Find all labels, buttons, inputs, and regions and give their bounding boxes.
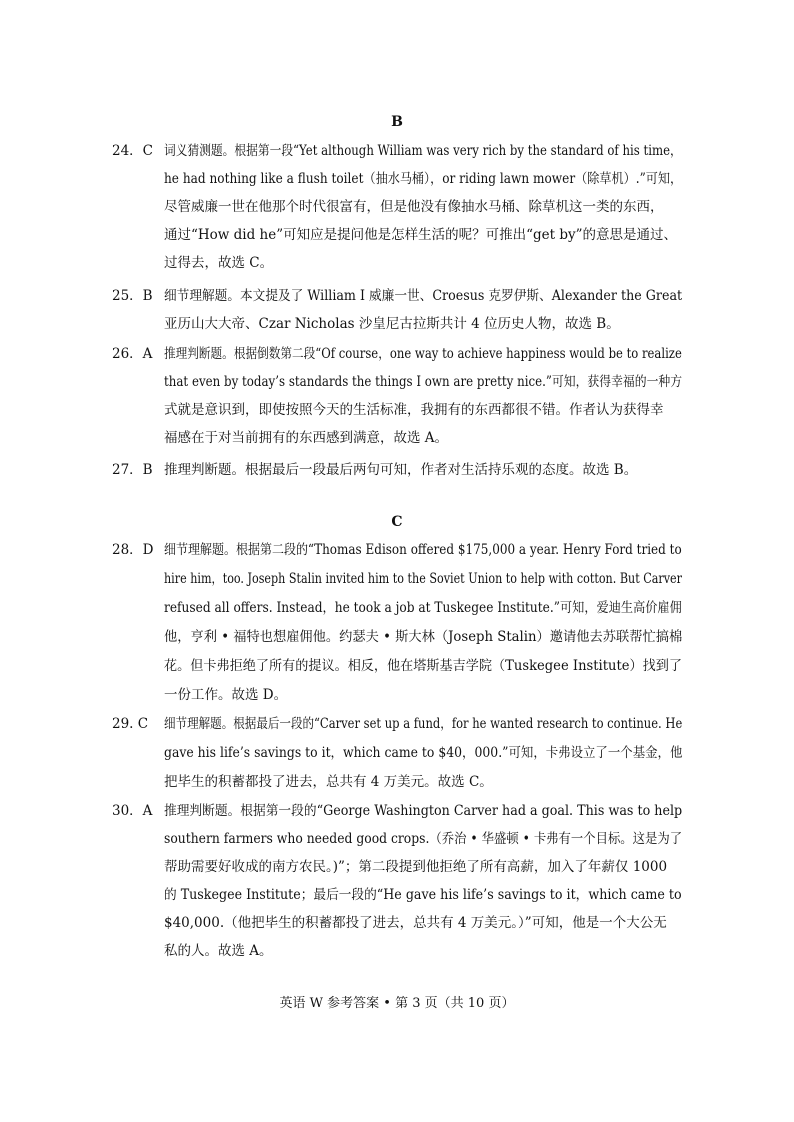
explanation-line: 推理判断题。根据最后一段最后两句可知，作者对生活持乐观的态度。故选 B。 <box>164 462 638 478</box>
explanation-line: 帮助需要好收成的南方农民。)”；第二段提到他拒绝了所有高薪，加入了年薪仅 1000 <box>164 859 668 875</box>
explanation-line: hire him，too. Joseph Stalin invited him to the Soviet Union to help with cotton. But Carver <box>164 571 682 587</box>
explanation-line: 通过“How did he”可知应是提问他是怎样生活的呢？可推出“get by”的意思是通过、 <box>164 227 678 243</box>
explanation-line: 过得去，故选 C。 <box>164 255 274 271</box>
explanation-line: 他，亨利 • 福特也想雇佣他。约瑟夫 • 斯大林（Joseph Stalin）邀请他去苏联帮忙搞棉 <box>164 629 683 645</box>
answer-number: 30．A <box>112 803 153 819</box>
explanation-line: $40,000.（他把毕生的积蓄都投了进去，总共有 4 万美元。）”可知，他是一个大公无 <box>164 915 667 931</box>
explanation-line: 词义猜测题。根据第一段“Yet although William was very rich by the standard of his time， <box>164 143 682 159</box>
explanation-line: 把毕生的积蓄都投了进去，总共有 4 万美元。故选 C。 <box>164 774 493 790</box>
explanation-line: 式就是意识到，即使按照今天的生活标准，我拥有的东西都很不错。作者认为获得幸 <box>164 402 664 418</box>
answer-number: 28．D <box>112 542 154 558</box>
explanation-line: 一份工作。故选 D。 <box>164 687 288 703</box>
explanation-line: 福感在于对当前拥有的东西感到满意，故选 A。 <box>164 430 449 446</box>
explanation-line: 推理判断题。根据第一段的“George Washington Carver had a goal. This was to help <box>164 803 683 819</box>
explanation-line: refused all offers. Instead，he took a job at Tuskegee Institute.”可知，爱迪生高价雇佣 <box>164 600 682 616</box>
explanation-line: he had nothing like a flush toilet（抽水马桶），or riding lawn mower（除草机）.”可知， <box>164 171 683 187</box>
answer-number: 25．B <box>112 288 153 304</box>
explanation-line: that even by today’s standards the things I own are pretty nice.”可知，获得幸福的一种方 <box>164 374 683 390</box>
explanation-line: 亚历山大大帝、Czar Nicholas 沙皇尼古拉斯共计 4 位历史人物，故选 B。 <box>164 316 620 332</box>
explanation-line: 推理判断题。根据倒数第二段“Of course，one way to achieve happiness would be to realize <box>164 346 682 362</box>
page-footer: 英语 W 参考答案 • 第 3 页（共 10 页） <box>279 996 515 1011</box>
explanation-line: 细节理解题。本文提及了 William I 威廉一世、Croesus 克罗伊斯、Alexander the Great <box>164 288 683 304</box>
explanation-line: 花。但卡弗拒绝了所有的提议。相反，他在塔斯基吉学院（Tuskegee Institute）找到了 <box>164 658 682 674</box>
section-title-b: B <box>391 114 403 130</box>
explanation-line: 的 Tuskegee Institute；最后一段的“He gave his life’s savings to it，which came to <box>164 887 682 903</box>
explanation-line: 私的人。故选 A。 <box>164 943 273 959</box>
explanation-line: gave his life’s savings to it，which came to $40，000.”可知，卡弗设立了一个基金，他 <box>164 745 683 761</box>
answer-number: 26．A <box>112 346 153 362</box>
explanation-line: 尽管威廉一世在他那个时代很富有，但是他没有像抽水马桶、除草机这一类的东西， <box>164 199 664 215</box>
explanation-line: 细节理解题。根据最后一段的“Carver set up a fund，for he wanted research to continue. He <box>164 716 683 732</box>
explanation-line: 细节理解题。根据第二段的“Thomas Edison offered $175,000 a year. Henry Ford tried to <box>164 542 682 558</box>
explanation-line: southern farmers who needed good crops.（乔治 • 华盛顿 • 卡弗有一个目标。这是为了 <box>164 831 683 847</box>
section-title-c: C <box>391 514 403 530</box>
answer-number: 27．B <box>112 462 153 478</box>
answer-number: 29. C <box>112 716 149 732</box>
answer-number: 24．C <box>112 143 154 159</box>
